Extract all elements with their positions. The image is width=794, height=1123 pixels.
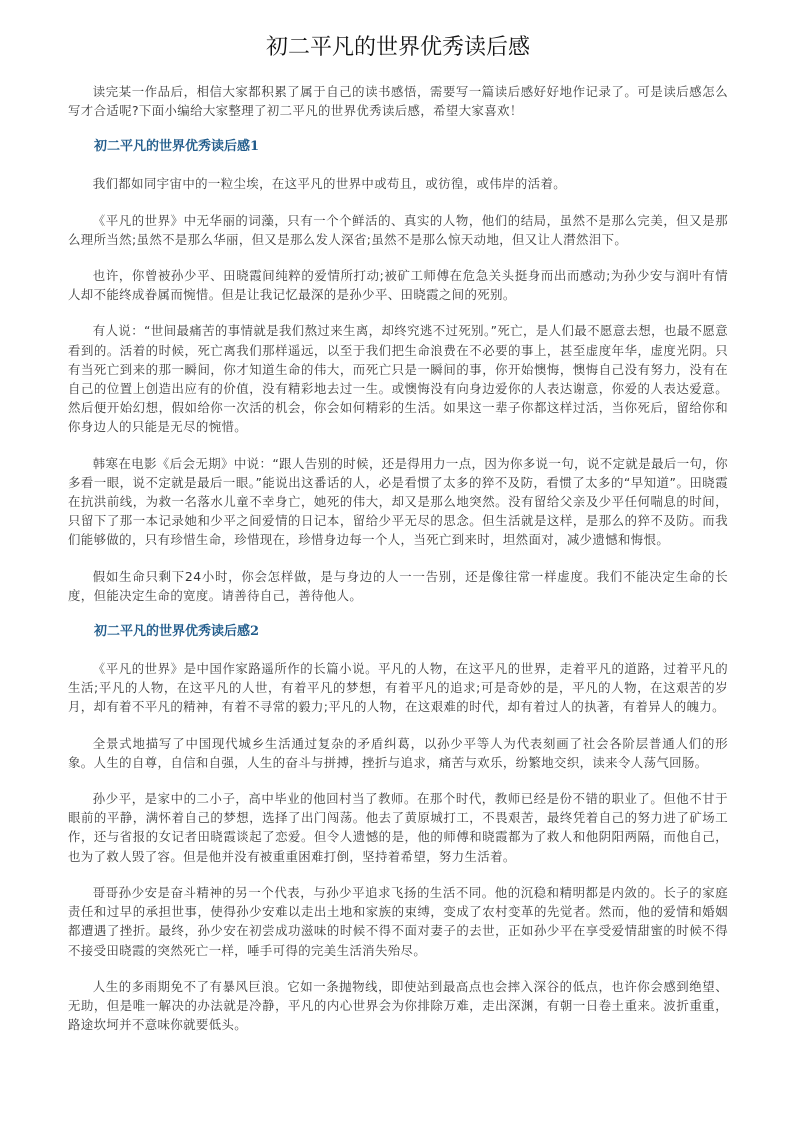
paragraph: 人生的多雨期免不了有暴风巨浪。它如一条抛物线，即使站到最高点也会摔入深谷的低点，也许你会感到绝望、无助，但是唯一解决的办法就是冷静，平凡的内心世界会为你排除万难，走出深渊，有朝一日卷土重来。波折重重，路途坎坷并不意味你就要低头。 [68,978,728,1033]
paragraph: 哥哥孙少安是奋斗精神的另一个代表，与孙少平追求飞扬的生活不同。他的沉稳和精明都是内敛的。长子的家庭责任和过早的承担世事，使得孙少安难以走出土地和家族的束缚，变成了农村变革的先觉者。然而，他的爱情和婚姻都遭遇了挫折。最终，孙少安在初尝成功滋味的时候不得不面对妻子的去世，正如孙少平在享受爱情甜蜜的时候不得不接受田晓霞的突然死亡一样，唾手可得的完美生活消失殆尽。 [68,884,728,958]
paragraph: 《平凡的世界》中无华丽的词藻，只有一个个鲜活的、真实的人物，他们的结局，虽然不是那么完美，但又是那么理所当然;虽然不是那么华丽，但又是那么发人深省;虽然不是那么惊天动地，但又让人潸然泪下。 [68,212,728,247]
paragraph: 我们都如同宇宙中的一粒尘埃，在这平凡的世界中或苟且，或彷徨，或伟岸的活着。 [92,176,567,192]
section-heading-2: 初二平凡的世界优秀读后感2 [94,624,260,640]
paragraph: 有人说：“世间最痛苦的事情就是我们熬过来生离，却终究逃不过死别。”死亡，是人们最不愿意去想，也最不愿意看到的。活着的时候，死亡离我们那样遥远，以至于我们把生命浪费在不必要的事上，甚至虚度年华，虚度光阴。只有当死亡到来的那一瞬间，你才知道生命的伟大，而死亡只是一瞬间的事，你开始懊悔，懊悔自己没有努力，没有在自己的位置上创造出应有的价值，没有精彩地去过一生。或懊悔没有向身边爱你的人表达谢意，你爱的人表达爱意。然后便开始幻想，假如给你一次活的机会，你会如何精彩的生活。如果这一辈子你都这样过活，当你死后，留给你和你身边人的只能是无尽的惋惜。 [68,323,728,435]
document-page [68,32,728,1051]
section-heading-1: 初二平凡的世界优秀读后感1 [94,139,260,155]
document-title: 初二平凡的世界优秀读后感 [265,35,530,60]
paragraph: 也许，你曾被孙少平、田晓霞间纯粹的爱情所打动;被矿工师傅在危急关头挺身而出而感动;为孙少安与润叶有情人却不能终成眷属而惋惜。但是让我记忆最深的是孙少平、田晓霞之间的死别。 [68,268,728,303]
paragraph: 孙少平，是家中的二小子，高中毕业的他回村当了教师。在那个时代，教师已经是份不错的职业了。但他不甘于眼前的平静，满怀着自己的梦想，选择了出门闯荡。他去了黄原城打工，不畏艰苦，最终凭着自己的努力进了矿场工作，还与省报的女记者田晓霞谈起了恋爱。但令人遗憾的是，他的师傅和晓霞都为了救人和他阴阳两隔，而他自己，也为了救人毁了容。但是他并没有被重重困难打倒，坚持着希望，努力生活着。 [68,791,728,864]
paragraph: 全景式地描写了中国现代城乡生活通过复杂的矛盾纠葛，以孙少平等人为代表刻画了社会各阶层普通人们的形象。人生的自尊，自信和自强，人生的奋斗与拼搏，挫折与追求，痛苦与欢乐，纷繁地交织，读来令人荡气回肠。 [68,735,728,770]
intro-paragraph: 读完某一作品后，相信大家都积累了属于自己的读书感悟，需要写一篇读后感好好地作记录了。可是读后感怎么写才合适呢?下面小编给大家整理了初二平凡的世界优秀读后感，希望大家喜欢！ [68,84,728,119]
paragraph: 假如生命只剩下24小时，你会怎样做，是与身边的人一一告别，还是像往常一样虚度。我们不能决定生命的长度，但能决定生命的宽度。请善待自己，善待他人。 [68,568,728,603]
paragraph: 韩寒在电影《后会无期》中说：“跟人告别的时候，还是得用力一点，因为你多说一句，说不定就是最后一句，你多看一眼，说不定就是最后一眼。”能说出这番话的人，必是看惯了太多的猝不及防，看惯了太多的“早知道”。田晓霞在抗洪前线，为救一名落水儿童不幸身亡，她死的伟大，却又是那么地突然。没有留给父亲及少平任何喘息的时间，只留下了那一本记录她和少平之间爱情的日记本，留给少平无尽的思念。但生活就是这样，是那么的猝不及防。而我们能够做的，只有珍惜生命，珍惜现在，珍惜身边每一个人，当死亡到来时，坦然面对，减少遗憾和悔恨。 [68,455,728,548]
paragraph: 《平凡的世界》是中国作家路遥所作的长篇小说。平凡的人物，在这平凡的世界，走着平凡的道路，过着平凡的生活;平凡的人物，在这平凡的人世，有着平凡的梦想，有着平凡的追求;可是奇妙的是，平凡的人物，在这艰苦的岁月，却有着不平凡的精神，有着不寻常的毅力;平凡的人物，在这艰难的时代，却有着过人的执著，有着异人的魄力。 [68,661,728,715]
